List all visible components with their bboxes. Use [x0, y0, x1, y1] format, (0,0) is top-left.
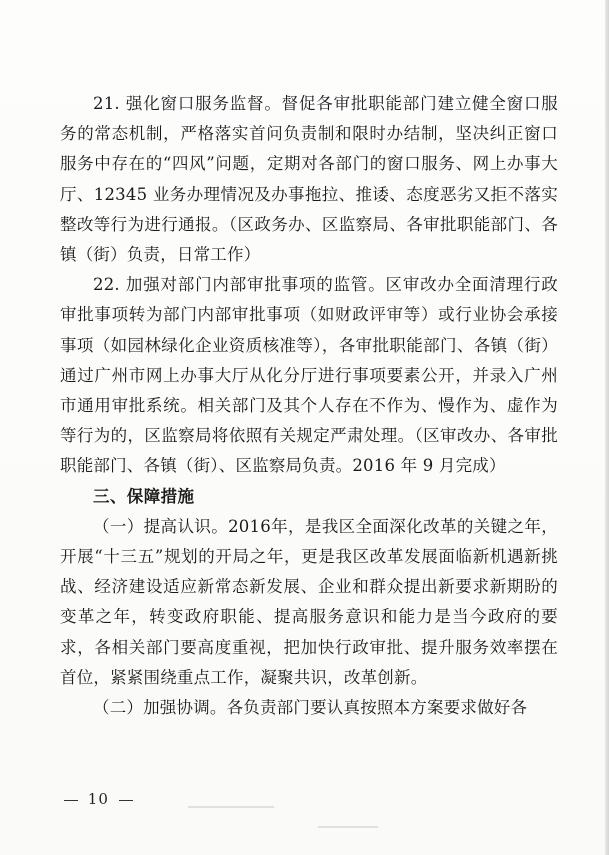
- document-body: [60, 89, 558, 723]
- paragraph-raise-awareness: （一）提高认识。2016年，是我区全面深化改革的关键之年，开展“十三五”规划的开局之年，更是我区改革发展面临新机遇新挑战、经济建设适应新常态新发展、企业和群众提出新要求新期盼的变革之年，转变政府职能、提高服务意识和能力是当今政府的要求，各相关部门要高度重视，把加快行政审批、提升服务效率摆在首位，紧紧围绕重点工作，凝聚共识，改革创新。: [60, 516, 558, 687]
- page-number: 10: [87, 790, 109, 808]
- page-footer: [60, 790, 137, 808]
- page-edge-shadow: [605, 0, 609, 855]
- footer-dash-left: [64, 800, 78, 801]
- scan-artifact-mark: [318, 826, 378, 828]
- paragraph-21: 21. 强化窗口服务监督。督促各审批职能部门建立健全窗口服务的常态机制，严格落实首问负责制和限时办结制，坚决纠正窗口服务中存在的“四风”问题，定期对各部门的窗口服务、网上办事大厅、12345 业务办理情况及办事拖拉、推诿、态度恶劣又拒不落实整改等行为进行通报。（区政务办、区监察局、各审批职能部门、各镇（街）负责，日常工作）: [60, 94, 558, 265]
- scan-artifact-mark: [188, 806, 274, 808]
- section-heading-safeguards: 三、保障措施: [93, 486, 195, 506]
- paragraph-strengthen-coordination: （二）加强协调。各负责部门要认真按照本方案要求做好各: [93, 698, 528, 718]
- paragraph-22: 22. 加强对部门内部审批事项的监管。区审改办全面清理行政审批事项转为部门内部审批事项（如财政评审等）或行业协会承接事项（如园林绿化企业资质核准等），各审批职能部门、各镇（街）通过广州市网上办事大厅从化分厅进行事项要素公开，并录入广州市通用审批系统。相关部门及其个人存在不作为、慢作为、虚作为等行为的，区监察局将依照有关规定严肃处理。（区审改办、各审批职能部门、各镇（街）、区监察局负责。2016 年 9 月完成）: [60, 275, 558, 476]
- footer-dash-right: [119, 800, 133, 801]
